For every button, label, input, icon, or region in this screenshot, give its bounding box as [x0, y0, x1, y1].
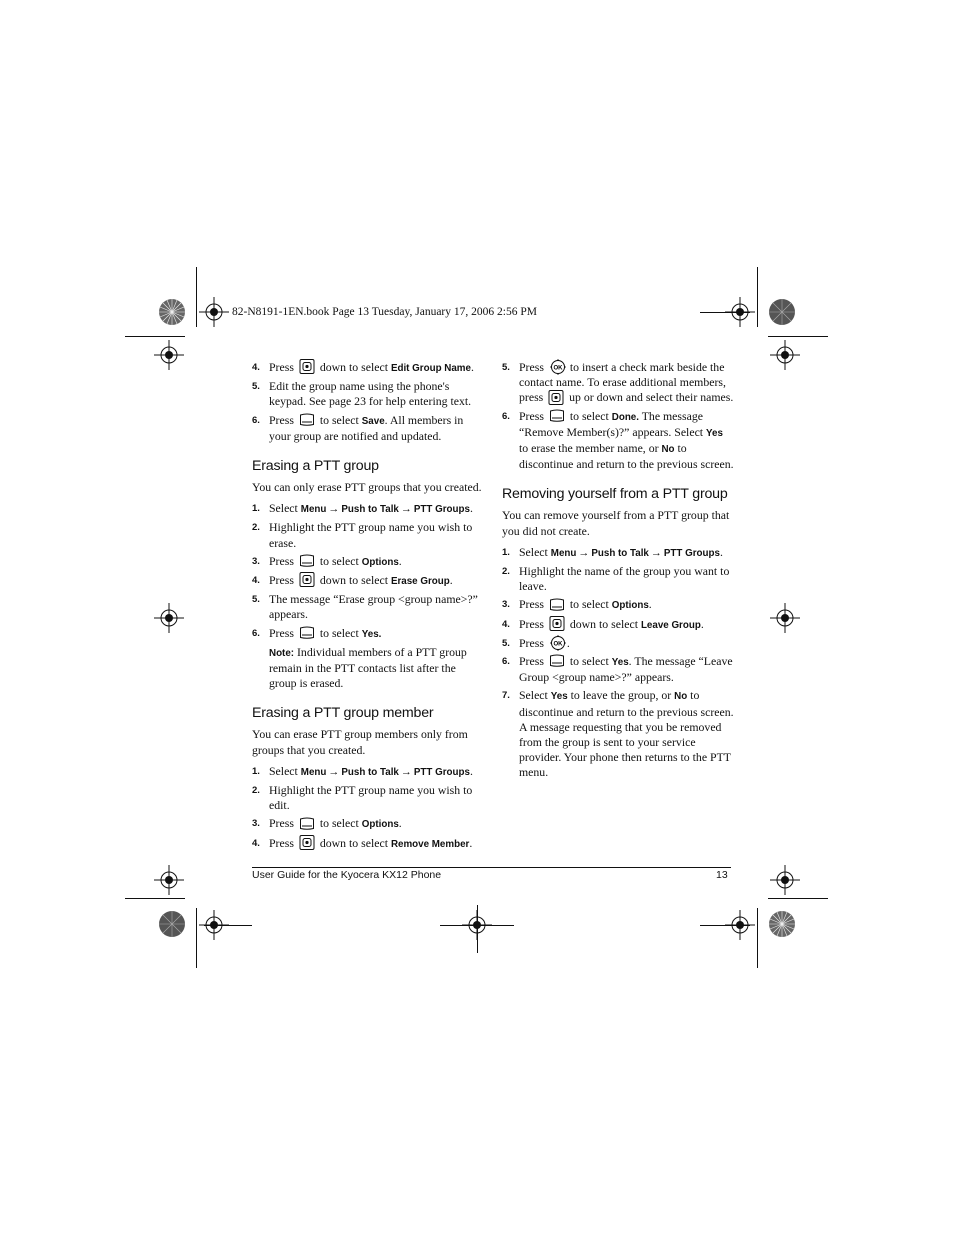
section-heading: Removing yourself from a PTT group [502, 486, 728, 503]
step-item: 5. Press OK . [502, 635, 570, 650]
step-item: 3. Press to select Options. [502, 597, 652, 612]
left-softkey-icon [299, 625, 315, 640]
step-number: 1. [252, 503, 260, 515]
step-number: 4. [252, 837, 260, 849]
section-heading: Erasing a PTT group member [252, 705, 434, 722]
step-number: 5. [502, 362, 510, 373]
step-item: 5. The message “Erase group <group name>?” appears. [252, 592, 478, 622]
crop-line [700, 925, 750, 926]
registration-mark-icon [770, 865, 800, 895]
registration-mark-icon [154, 865, 184, 895]
step-number: 1. [252, 765, 260, 777]
registration-mark-icon [154, 340, 184, 370]
crop-line [757, 908, 758, 968]
crop-line [196, 267, 197, 327]
step-item: 4. Press down to select Erase Group. [252, 573, 453, 588]
step-item: 4. Press down to select Leave Group. [502, 616, 704, 631]
crop-line [204, 925, 252, 926]
book-info-header: 82-N8191-1EN.book Page 13 Tuesday, January 17, 2006 2:56 PM [232, 306, 537, 318]
nav-key-icon [548, 390, 564, 405]
section-intro: You can remove yourself from a PTT group that you did not create. [502, 508, 730, 538]
crop-line [768, 898, 828, 899]
step-item: 7. Select Yes to leave the group, or No to discontinue and return to the previous screen. A message requesting that you be removed from the group is sent to your service provider. Your phone then returns to the PTT menu. [502, 688, 734, 780]
crop-line [196, 908, 197, 968]
left-softkey-icon [299, 553, 315, 568]
registration-mark-icon [199, 297, 229, 327]
starburst-mark-icon [158, 910, 186, 938]
footer-rule [252, 867, 731, 868]
crop-line [125, 898, 185, 899]
step-item: 3. Press to select Options. [252, 816, 402, 831]
registration-mark-icon [770, 340, 800, 370]
step-item: 5. Edit the group name using the phone's keypad. See page 23 for help entering text. [252, 379, 472, 409]
ok-key-icon [549, 635, 565, 650]
step-number: 6. [502, 656, 510, 668]
step-number: 4. [252, 575, 260, 587]
step-item: 3. Press to select Options. [252, 553, 402, 568]
step-item: 5. Press OK to insert a check mark beside the contact name. To erase additional members, press up or down and select their names. [502, 360, 734, 405]
svg-text:OK: OK [553, 365, 563, 372]
step-number: 3. [252, 555, 260, 567]
section-intro: You can only erase PTT groups that you created. [252, 480, 482, 495]
note-box [252, 645, 484, 692]
step-number: 2. [252, 522, 260, 534]
step-number: 5. [252, 594, 260, 606]
left-column [252, 360, 484, 855]
step-item: 1. Select Menu → Push to Talk → PTT Groups. [252, 763, 473, 778]
step-number: 2. [252, 785, 260, 797]
step-item: 2. Highlight the PTT group name you wish to erase. [252, 520, 473, 550]
step-number: 6. [252, 414, 260, 426]
step-number: 3. [252, 818, 260, 830]
left-softkey-icon [549, 408, 565, 423]
crop-line [700, 312, 750, 313]
step-number: 7. [502, 690, 510, 702]
step-number: 6. [502, 410, 510, 422]
step-item: 2. Highlight the name of the group you want to leave. [502, 564, 730, 594]
left-softkey-icon [549, 597, 565, 612]
crop-line [477, 905, 478, 953]
left-softkey-icon [549, 653, 565, 668]
step-number: 1. [502, 546, 510, 558]
registration-mark-icon [770, 603, 800, 633]
step-item: 6. Press to select Yes. [252, 625, 382, 640]
step-item: 1. Select Menu → Push to Talk → PTT Groups. [502, 544, 723, 559]
step-number: 4. [502, 618, 510, 630]
step-number: 4. [252, 362, 260, 373]
left-softkey-icon [299, 412, 315, 427]
left-softkey-icon [299, 816, 315, 831]
nav-key-icon [299, 835, 315, 850]
step-item: 4. Press down to select Remove Member. [252, 835, 473, 850]
starburst-mark-icon [768, 910, 796, 938]
step-item: 6. Press to select Yes. The message “Leave Group <group name>?” appears. [502, 654, 733, 685]
step-item: 6. Press to select Done. The message “Remove Member(s)?” appears. Select Yes to erase the member name, or No to discontinue and return to the previous screen. [502, 408, 734, 472]
svg-text:OK: OK [553, 641, 563, 648]
nav-key-icon [549, 616, 565, 631]
note-label: Note: [269, 647, 295, 659]
section-heading: Erasing a PTT group [252, 458, 379, 475]
crop-line [757, 267, 758, 327]
note-text: Individual members of a PTT group remain in the PTT contacts list after the group is erased. [269, 644, 467, 691]
page-number: 13 [716, 869, 728, 881]
step-item: 6. Press to select Save. All members in your group are notified and updated. [252, 412, 464, 443]
crop-line [768, 336, 828, 337]
nav-key-icon [299, 359, 315, 374]
step-number: 5. [252, 381, 260, 393]
nav-key-icon [299, 572, 315, 587]
step-number: 2. [502, 566, 510, 578]
step-item: 2. Highlight the PTT group name you wish to edit. [252, 783, 473, 813]
ok-key-icon [549, 359, 565, 374]
footer-title: User Guide for the Kyocera KX12 Phone [252, 869, 442, 881]
step-number: 5. [502, 637, 510, 649]
crop-line [125, 336, 185, 337]
step-number: 3. [502, 599, 510, 611]
right-column [502, 360, 734, 784]
registration-mark-icon [154, 603, 184, 633]
step-item: 1. Select Menu → Push to Talk → PTT Groups. [252, 501, 473, 516]
step-item: 4. Press down to select Edit Group Name. [252, 360, 474, 374]
starburst-mark-icon [158, 298, 186, 326]
step-number: 6. [252, 627, 260, 639]
starburst-mark-icon [768, 298, 796, 326]
section-intro: You can erase PTT group members only from groups that you created. [252, 727, 468, 757]
